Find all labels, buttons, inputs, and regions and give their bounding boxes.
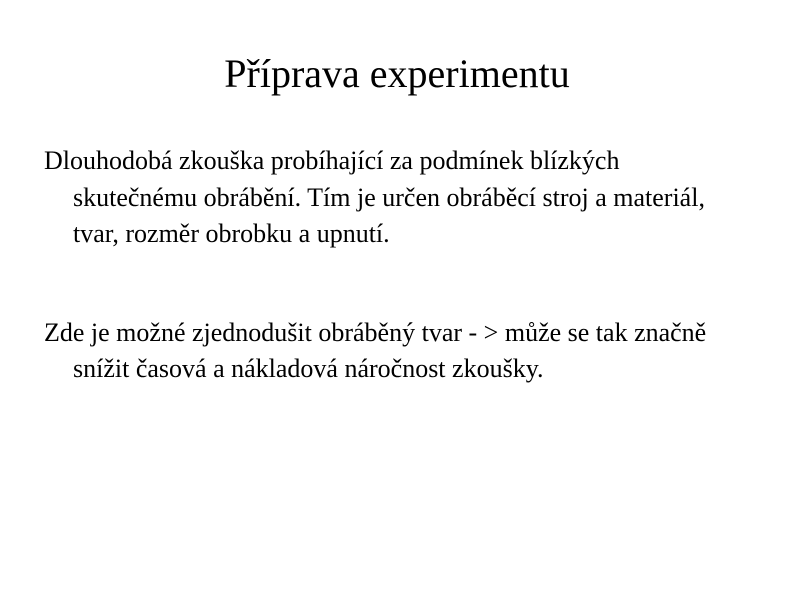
slide-body (44, 143, 744, 388)
paragraph-1: Dlouhodobá zkouška probíhající za podmínek blízkých skutečnému obrábění. Tím je určen obráběcí stroj a materiál, tvar, rozměr obrobku a upnutí. (44, 146, 705, 248)
paragraph-2: Zde je možné zjednodušit obráběný tvar - > může se tak značně snížit časová a nákladová náročnost zkoušky. (44, 317, 707, 383)
slide-title: Příprava experimentu (224, 51, 570, 96)
